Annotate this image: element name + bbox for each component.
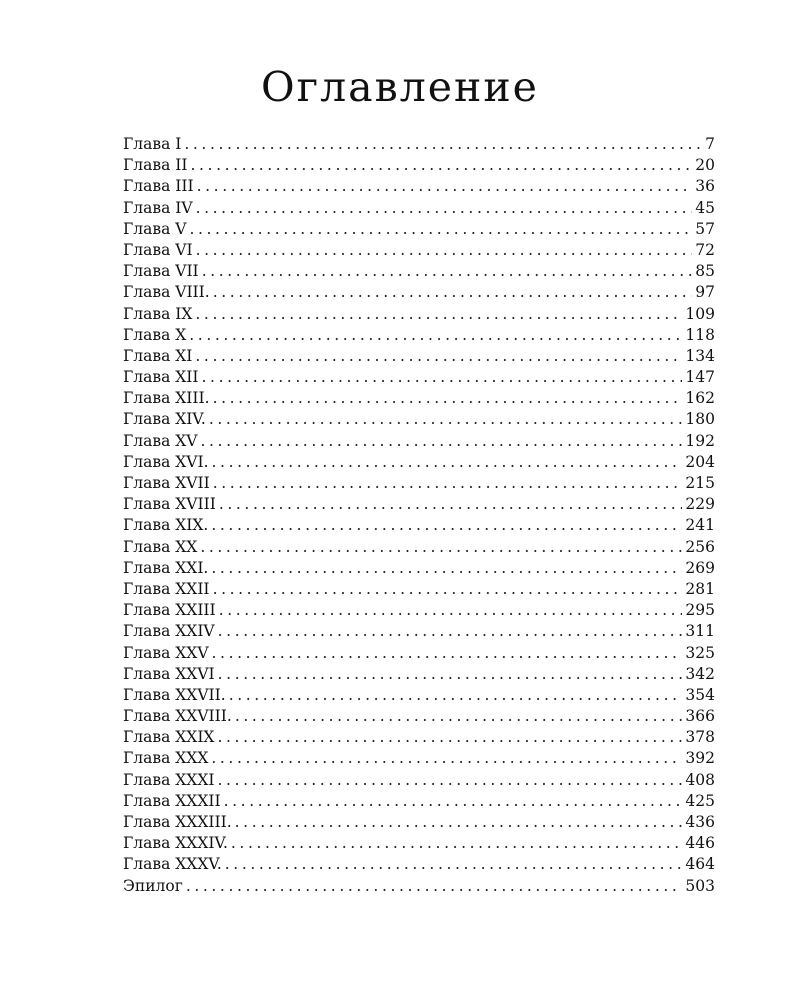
toc-entry-page-number: 57: [695, 219, 715, 238]
toc-entry-page-number: 204: [685, 452, 715, 471]
toc-entry-label: Глава XV: [123, 431, 198, 450]
toc-entry-page-number: 85: [695, 262, 715, 281]
toc-entry[interactable]: [123, 515, 715, 536]
toc-entry-page-number: 425: [685, 791, 715, 810]
toc-entry-label: Глава XXVI: [123, 664, 215, 683]
toc-entry-page-number: 20: [695, 156, 715, 175]
toc-entry[interactable]: [123, 134, 715, 155]
toc-entry-page-number: 325: [685, 643, 715, 662]
toc-entry-label: Глава XVI.: [123, 452, 209, 471]
toc-leader-dots: [200, 537, 682, 558]
toc-entry-label: Глава XXIV: [123, 622, 215, 641]
toc-entry-page-number: 162: [685, 389, 715, 408]
toc-entry-label: Глава IV: [123, 198, 193, 217]
toc-entry[interactable]: [123, 388, 715, 409]
toc-leader-dots: [213, 282, 693, 303]
toc-entry[interactable]: [123, 282, 715, 303]
toc-leader-dots: [217, 727, 682, 748]
toc-entry[interactable]: [123, 833, 715, 854]
toc-entry-page-number: 134: [685, 346, 715, 365]
toc-leader-dots: [186, 876, 683, 897]
toc-entry-label: Глава XIV.: [123, 410, 206, 429]
toc-entry-label: Глава I: [123, 135, 182, 153]
toc-leader-dots: [212, 643, 683, 664]
toc-leader-dots: [224, 791, 683, 812]
toc-leader-dots: [211, 515, 682, 536]
toc-leader-dots: [217, 770, 682, 791]
toc-leader-dots: [219, 494, 683, 515]
toc-leader-dots: [225, 854, 683, 875]
toc-leader-dots: [202, 261, 693, 282]
toc-leader-dots: [211, 748, 682, 769]
toc-leader-dots: [235, 706, 683, 727]
toc-entry-page-number: 7: [705, 135, 715, 153]
toc-entry[interactable]: [123, 558, 715, 579]
toc-entry-label: Глава XXII: [123, 579, 210, 598]
toc-entry-label: Глава XXXII: [123, 791, 221, 810]
toc-entry[interactable]: [123, 473, 715, 494]
toc-entry[interactable]: [123, 537, 715, 558]
toc-entry-label: Глава IX: [123, 304, 193, 323]
toc-entry-page-number: 147: [685, 368, 715, 387]
toc-entry-page-number: 180: [685, 410, 715, 429]
toc-entry-page-number: 241: [685, 516, 715, 535]
toc-entry-page-number: 378: [685, 728, 715, 747]
toc-entry-page-number: 45: [695, 198, 715, 217]
toc-entry-label: Глава XXV: [123, 643, 209, 662]
toc-entry-label: Глава VII: [123, 262, 199, 281]
toc-entry-label: Глава XXXV.: [123, 855, 222, 874]
toc-entry-label: Глава XVIII: [123, 495, 216, 514]
toc-entry[interactable]: [123, 219, 715, 240]
toc-leader-dots: [189, 325, 682, 346]
toc-entry-page-number: 109: [685, 304, 715, 323]
toc-entry[interactable]: [123, 685, 715, 706]
toc-entry-label: Глава III: [123, 177, 194, 196]
toc-entry-page-number: 366: [685, 707, 715, 726]
toc-entry-page-number: 72: [695, 240, 715, 259]
toc-entry[interactable]: [123, 261, 715, 282]
toc-leader-dots: [209, 409, 683, 430]
toc-entry-label: Глава V: [123, 219, 187, 238]
toc-entry-page-number: 269: [685, 558, 715, 577]
toc-leader-dots: [213, 579, 683, 600]
toc-leader-dots: [196, 240, 693, 261]
toc-entry-page-number: 118: [685, 325, 715, 344]
toc-leader-dots: [213, 388, 683, 409]
toc-entry-page-number: 192: [685, 431, 715, 450]
toc-entry[interactable]: [123, 748, 715, 769]
toc-entry-label: Глава II: [123, 156, 188, 175]
toc-entry[interactable]: [123, 494, 715, 515]
toc-entry-label: Эпилог: [123, 876, 183, 895]
toc-entry[interactable]: [123, 643, 715, 664]
toc-entry[interactable]: [123, 600, 715, 621]
toc-leader-dots: [218, 664, 683, 685]
toc-leader-dots: [200, 431, 682, 452]
toc-leader-dots: [202, 367, 683, 388]
toc-entry-label: Глава XX: [123, 537, 198, 556]
toc-entry-page-number: 464: [685, 855, 715, 874]
toc-entry-label: Глава XI: [123, 346, 193, 365]
toc-entry[interactable]: [123, 367, 715, 388]
toc-entry-label: Глава X: [123, 325, 187, 344]
toc-entry[interactable]: [123, 346, 715, 367]
toc-entry[interactable]: [123, 431, 715, 452]
toc-entry-page-number: 392: [685, 749, 715, 768]
toc-entry[interactable]: [123, 854, 715, 875]
toc-entry-page-number: 342: [685, 664, 715, 683]
toc-entry-page-number: 281: [685, 579, 715, 598]
toc-leader-dots: [211, 558, 682, 579]
toc-entry[interactable]: [123, 664, 715, 685]
toc-entry[interactable]: [123, 409, 715, 430]
toc-entry-label: Глава VI: [123, 240, 193, 259]
toc-entry-page-number: 97: [695, 283, 715, 302]
toc-entry[interactable]: [123, 452, 715, 473]
page-title: Оглавление: [261, 63, 539, 111]
toc-entry-page-number: 408: [685, 770, 715, 789]
toc-entry-label: Глава XXXIII.: [123, 813, 232, 831]
toc-leader-dots: [218, 621, 683, 642]
toc-entry[interactable]: [123, 727, 715, 748]
table-of-contents: [123, 134, 715, 897]
toc-entry-page-number: 311: [685, 622, 715, 641]
toc-entry[interactable]: [123, 325, 715, 346]
toc-leader-dots: [191, 155, 693, 176]
toc-entry-label: Глава XIII.: [123, 389, 210, 408]
toc-entry-page-number: 256: [685, 537, 715, 556]
toc-entry-label: Глава XXI.: [123, 558, 209, 577]
toc-entry-page-number: 503: [685, 876, 715, 895]
toc-entry-page-number: 229: [685, 495, 715, 514]
toc-entry-page-number: 36: [695, 177, 715, 196]
toc-entry[interactable]: [123, 240, 715, 261]
toc-entry[interactable]: [123, 579, 715, 600]
toc-entry-label: Глава VIII.: [123, 283, 210, 302]
toc-entry-label: Глава XIX.: [123, 516, 209, 535]
toc-entry-label: Глава XVII: [123, 474, 210, 492]
toc-entry[interactable]: [123, 621, 715, 642]
toc-entry-page-number: 446: [685, 834, 715, 853]
toc-entry-label: Глава XXIII: [123, 601, 216, 620]
toc-entry[interactable]: [123, 791, 715, 812]
toc-entry[interactable]: [123, 876, 715, 897]
toc-leader-dots: [219, 600, 683, 621]
toc-entry-label: Глава XII: [123, 368, 199, 387]
toc-leader-dots: [197, 176, 693, 197]
toc-leader-dots: [195, 346, 682, 367]
toc-leader-dots: [189, 219, 692, 240]
toc-entry-page-number: 295: [685, 601, 715, 620]
toc-entry[interactable]: [123, 706, 715, 727]
toc-entry[interactable]: [123, 812, 715, 833]
toc-leader-dots: [196, 198, 693, 219]
toc-entry-label: Глава XXXIV.: [123, 834, 228, 853]
toc-entry[interactable]: [123, 176, 715, 197]
toc-entry-label: Глава XXVII.: [123, 685, 226, 704]
toc-entry-label: Глава XXVIII.: [123, 707, 232, 726]
toc-leader-dots: [195, 304, 682, 325]
toc-entry-page-number: 215: [685, 474, 715, 492]
toc-entry[interactable]: [123, 198, 715, 219]
toc-entry-label: Глава XXX: [123, 749, 209, 768]
toc-leader-dots: [212, 452, 683, 473]
toc-entry-page-number: 354: [685, 685, 715, 704]
toc-leader-dots: [229, 685, 683, 706]
toc-leader-dots: [184, 134, 702, 155]
toc-entry[interactable]: [123, 155, 715, 176]
toc-leader-dots: [231, 833, 683, 854]
toc-entry-page-number: 436: [685, 813, 715, 831]
toc-entry[interactable]: [123, 304, 715, 325]
toc-leader-dots: [235, 812, 683, 833]
toc-leader-dots: [213, 473, 683, 494]
toc-entry[interactable]: [123, 770, 715, 791]
toc-entry-label: Глава XXXI: [123, 770, 215, 789]
toc-entry-label: Глава XXIX: [123, 728, 215, 747]
